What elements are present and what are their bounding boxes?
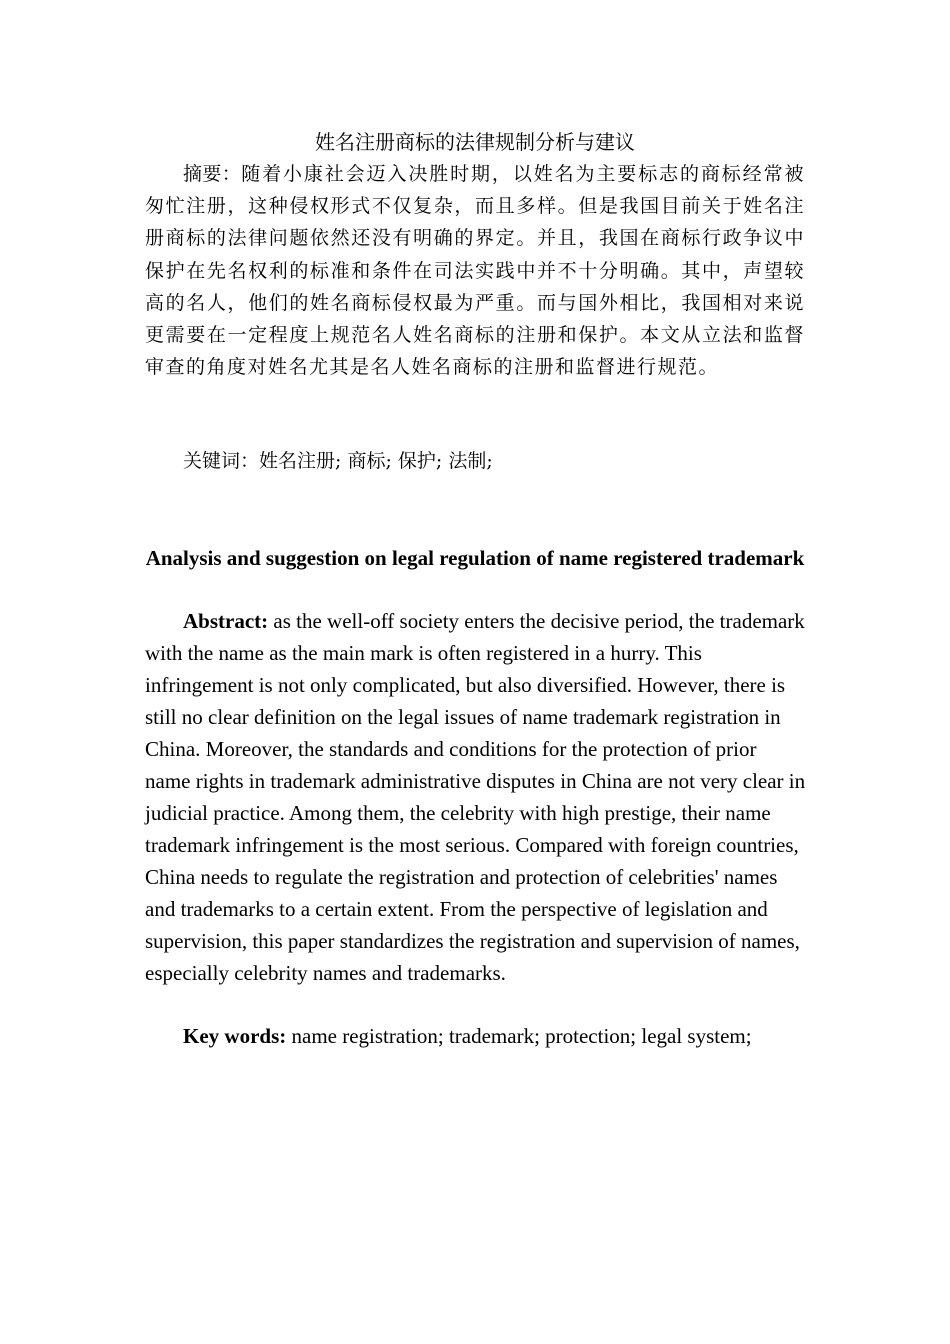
chinese-keywords-text: 姓名注册; 商标; 保护; 法制;: [259, 450, 493, 472]
english-abstract: [145, 605, 807, 989]
chinese-keywords-label: 关键词：: [183, 450, 260, 472]
english-keywords-label: Key words:: [183, 1024, 287, 1048]
english-keywords-text: name registration; trademark; protection; legal system;: [286, 1024, 752, 1048]
chinese-keywords: [145, 445, 805, 477]
english-abstract-text: as the well-off society enters the decisive period, the trademark with the name as the main mark is often registered in a hurry. This infringement is not only complicated, but also diversified. However, there is still no clear definition on the legal issues of name trademark registration in China. Moreover, the standards and conditions for the protection of prior name rights in trademark administrative disputes in China are not very clear in judicial practice. Among them, the celebrity with high prestige, their name trademark infringement is the most serious. Compared with foreign countries, China needs to regulate the registration and protection of celebrities' names and trademarks to a certain extent. From the perspective of legislation and supervision, this paper standardizes the registration and supervision of names, especially celebrity names and trademarks.: [145, 609, 806, 985]
chinese-title: 姓名注册商标的法律规制分析与建议: [315, 130, 635, 154]
english-title: Analysis and suggestion on legal regulation of name registered trademark: [145, 546, 805, 570]
chinese-abstract-label: 摘要：: [183, 163, 242, 185]
english-keywords: [145, 1020, 807, 1052]
chinese-abstract: [145, 158, 805, 383]
english-abstract-label: Abstract:: [183, 609, 269, 633]
chinese-abstract-text: 随着小康社会迈入决胜时期，以姓名为主要标志的商标经常被匆忙注册，这种侵权形式不仅复杂，而且多样。但是我国目前关于姓名注册商标的法律问题依然还没有明确的界定。并且，我国在商标行政争议中保护在先名权利的标准和条件在司法实践中并不十分明确。其中，声望较高的名人，他们的姓名商标侵权最为严重。而与国外相比，我国相对来说更需要在一定程度上规范名人姓名商标的注册和保护。本文从立法和监督审查的角度对姓名尤其是名人姓名商标的注册和监督进行规范。: [145, 163, 805, 379]
